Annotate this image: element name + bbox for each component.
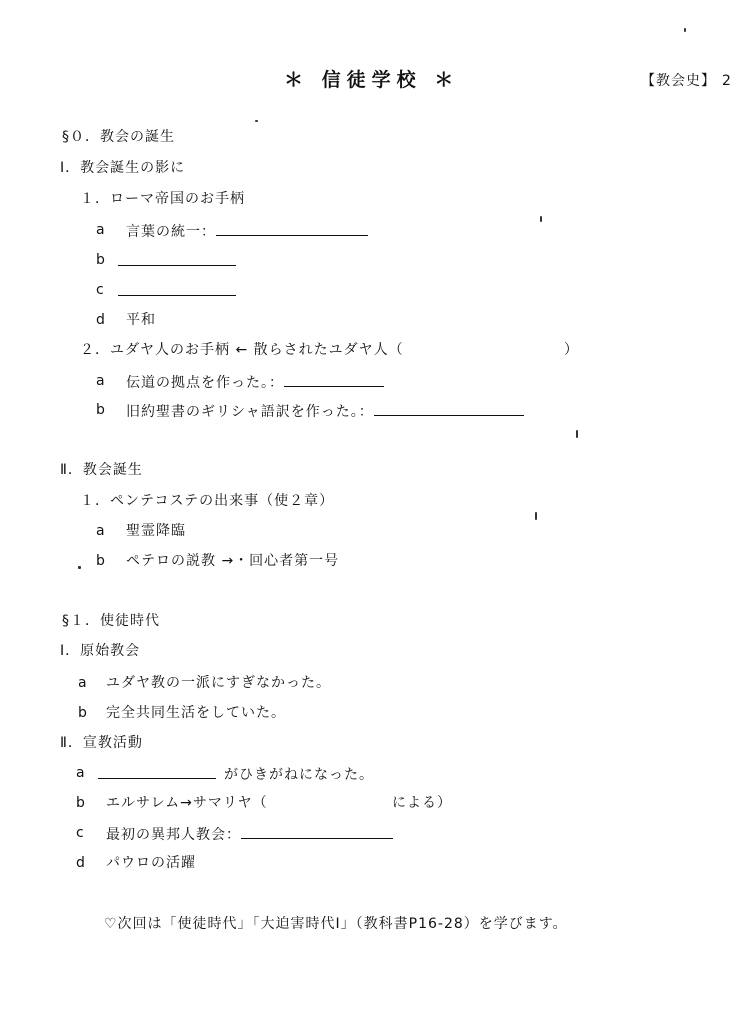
gentile-church-line	[106, 824, 393, 844]
item-letter-d: d	[76, 855, 86, 871]
trigger-text: がひきがねになった。	[224, 767, 374, 783]
section-1-heading: §１．使徒時代	[62, 613, 160, 629]
section-0-heading: §０．教会の誕生	[62, 129, 175, 145]
scan-speck	[684, 28, 686, 32]
scan-speck	[540, 216, 542, 222]
item-letter-a: a	[96, 373, 106, 389]
septuagint-text: 旧約聖書のギリシャ語訳を作った。：	[126, 404, 374, 420]
scan-speck	[255, 120, 258, 122]
gentile-church-text: 最初の異邦人教会：	[106, 827, 241, 843]
next-session-note: ♡次回は「使徒時代」「大迫害時代Ⅰ」（教科書P16-28）を学びます。	[104, 916, 568, 932]
by-whom-text: による）	[392, 795, 452, 811]
answer-blank[interactable]	[374, 401, 524, 416]
item-letter-a: a	[76, 765, 86, 781]
answer-line-c	[118, 281, 236, 301]
answer-blank[interactable]	[98, 764, 216, 779]
section-1-part-1-heading: Ⅰ．原始教会	[60, 643, 141, 659]
peter-sermon-text: ペテロの説教 →・回心者第一号	[126, 553, 340, 569]
answer-blank[interactable]	[241, 824, 393, 839]
item-letter-c: c	[96, 282, 105, 298]
item-letter-b: b	[96, 402, 106, 418]
item-letter-b: b	[76, 795, 86, 811]
scan-speck	[535, 512, 537, 520]
close-paren: ）	[564, 342, 579, 358]
item-letter-b: b	[78, 705, 88, 721]
language-unification-text: 言葉の統一：	[126, 224, 216, 240]
language-unification-line	[126, 221, 368, 241]
item-letter-a: a	[78, 675, 88, 691]
item-jews-heading: ２．ユダヤ人のお手柄 ← 散らされたユダヤ人（	[80, 342, 404, 358]
subject-label: 【教会史】	[641, 73, 716, 89]
section-0-part-2-heading: Ⅱ．教会誕生	[60, 462, 143, 478]
item-letter-b: b	[96, 553, 106, 569]
item-letter-a: a	[96, 222, 106, 238]
item-letter-a: a	[96, 523, 106, 539]
paul-activity-text: パウロの活躍	[106, 855, 196, 871]
peace-text: 平和	[126, 312, 156, 328]
jewish-sect-text: ユダヤ教の一派にすぎなかった。	[106, 675, 331, 691]
section-1-part-2-heading: Ⅱ．宣教活動	[60, 735, 143, 751]
communal-life-text: 完全共同生活をしていた。	[106, 705, 286, 721]
trigger-line	[98, 764, 374, 784]
jerusalem-samaria-text: エルサレム→サマリヤ（	[106, 795, 268, 811]
scan-speck	[78, 566, 81, 569]
document-title: ＊ 信徒学校 ＊	[284, 69, 460, 91]
mission-base-line	[126, 372, 384, 392]
page-number: 2	[722, 73, 732, 89]
item-letter-d: d	[96, 312, 106, 328]
scan-speck	[576, 430, 578, 438]
answer-blank[interactable]	[284, 372, 384, 387]
holy-spirit-text: 聖霊降臨	[126, 523, 186, 539]
septuagint-line	[126, 401, 524, 421]
answer-blank[interactable]	[118, 251, 236, 266]
mission-base-text: 伝道の拠点を作った。：	[126, 375, 284, 391]
item-letter-b: b	[96, 252, 106, 268]
answer-line-b	[118, 251, 236, 271]
pentecost-heading: １．ペンテコステの出来事（使２章）	[80, 493, 335, 509]
item-roman-empire-heading: １．ローマ帝国のお手柄	[80, 191, 245, 207]
answer-blank[interactable]	[118, 281, 236, 296]
answer-blank[interactable]	[216, 221, 368, 236]
item-letter-c: c	[76, 825, 85, 841]
section-0-part-1-heading: Ⅰ．教会誕生の影に	[60, 160, 186, 176]
